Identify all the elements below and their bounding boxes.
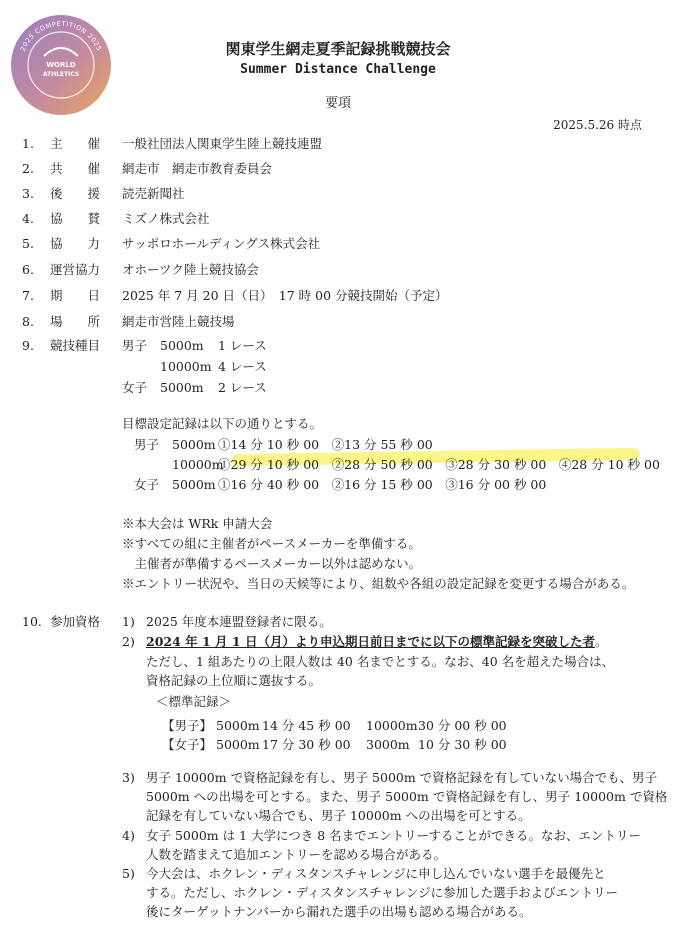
clause-text: 記録を有していない場合でも、男子 10000m への出場を可とする。 (146, 808, 531, 823)
item-num: 4. (22, 211, 34, 226)
std-time: 17 分 30 秒 00 (262, 737, 351, 752)
item-label: 期 日 (50, 288, 101, 303)
clause-text: 女子 5000m は 1 大学につき 8 名までエントリーすることができる。なお、エントリー (146, 828, 642, 843)
item-value: ミズノ株式会社 (122, 211, 210, 226)
subtitle: 要項 (324, 96, 351, 111)
item-num: 7. (22, 288, 34, 303)
clause-text: 人数を踏まえて追加エントリーを認める場合がある。 (146, 847, 447, 862)
target-event: 5000m (172, 477, 216, 492)
item-value: サッポロホールディングス株式会社 (122, 236, 321, 251)
std-event: 3000m (366, 737, 410, 752)
item-label: 共 催 (50, 161, 101, 176)
title-english: Summer Distance Challenge (240, 62, 436, 77)
item-num: 5. (22, 236, 34, 251)
target-event: 5000m (172, 437, 216, 452)
clause-num: 3) (122, 770, 135, 785)
item-num: 1. (22, 136, 34, 151)
logo-arc-text: 2025 COMPETITION 2025 (18, 19, 104, 53)
std-time: 10 分 30 秒 00 (418, 737, 507, 752)
clause-text: 後にターゲットナンバーから漏れた選手の出場も認める場合がある。 (146, 904, 532, 919)
item-value: 網走市 網走市教育委員会 (122, 161, 273, 176)
target-event: 10000m (172, 457, 224, 472)
event-name: 5000m (160, 380, 204, 395)
item-value: オホーツク陸上競技協会 (122, 262, 259, 277)
item-label: 協 賛 (50, 211, 101, 226)
note: ※エントリー状況や、当日の天候等により、組数や各組の設定記録を変更する場合がある。 (122, 576, 635, 591)
item-num: 10. (22, 614, 42, 629)
std-time: 14 分 45 秒 00 (262, 718, 351, 733)
item-num: 6. (22, 262, 34, 277)
standard-title: ＜標準記録＞ (156, 694, 232, 709)
event-gender: 男子 (122, 338, 148, 353)
clause-text: 男子 10000m で資格記録を有し、男子 5000m で資格記録を有していない場合でも、男子 (146, 770, 658, 785)
item-value: 一般社団法人関東学生陸上競技連盟 (122, 136, 323, 151)
event-count: 4 レース (218, 359, 267, 374)
title-japanese: 関東学生網走夏季記録挑戦競技会 (225, 40, 451, 58)
note: ※本大会は WRk 申請大会 (122, 516, 273, 531)
item-label: 後 援 (50, 186, 101, 201)
logo-text-world: WORLD (46, 61, 76, 69)
clause-num: 2) (122, 634, 135, 649)
item-value: 読売新聞社 (122, 186, 185, 201)
std-gender: 【男子】 (162, 718, 213, 733)
item-label: 競技種目 (50, 338, 101, 353)
clause-text: 2025 年度本連盟登録者に限る。 (146, 614, 332, 629)
issue-date: 2025.5.26 時点 (553, 118, 642, 132)
targets-intro: 目標設定記録は以下の通りとする。 (122, 416, 323, 431)
target-times: ①29 分 10 秒 00 ②28 分 50 秒 00 ③28 分 30 秒 00 ④28 分 10 秒 00 (218, 457, 660, 472)
clause-text: する。ただし、ホクレン・ディスタンスチャレンジに参加した選手およびエントリー (146, 885, 619, 900)
std-gender: 【女子】 (162, 737, 213, 752)
item-label: 協 力 (50, 236, 101, 251)
event-name: 10000m (160, 359, 212, 374)
item-num: 3. (22, 186, 34, 201)
item-num: 8. (22, 314, 34, 329)
item-label: 運営協力 (50, 262, 101, 277)
std-event: 5000m (216, 737, 260, 752)
event-name: 5000m (160, 338, 204, 353)
target-times: ①16 分 40 秒 00 ②16 分 15 秒 00 ③16 分 00 秒 00 (218, 477, 547, 492)
std-event: 5000m (216, 718, 260, 733)
item-label: 参加資格 (50, 614, 101, 629)
clause-num: 5) (122, 866, 135, 881)
clause-text (146, 634, 607, 650)
std-event: 10000m (366, 718, 418, 733)
logo-text-athletics: ATHLETICS (42, 71, 80, 78)
clause-text: ただし、1 組あたりの上限人数は 40 名までとする。なお、40 名を超えた場合は、 (146, 654, 615, 669)
standard-requirement: 2024 年 1 月 1 日（月）より申込期日前日までに以下の標準記録を突破した者 (146, 634, 595, 649)
event-count: 2 レース (218, 380, 267, 395)
item-num: 9. (22, 338, 34, 353)
clause-text: 5000m への出場を可とする。また、男子 5000m で資格記録を有し、男子 10000m で資格 (146, 789, 668, 804)
item-num: 2. (22, 161, 34, 176)
item-value: 2025 年 7 月 20 日（日） 17 時 00 分競技開始（予定） (122, 288, 448, 303)
target-times: ①14 分 10 秒 00 ②13 分 55 秒 00 (218, 437, 433, 452)
std-time: 30 分 00 秒 00 (418, 718, 507, 733)
clause-text: 今大会は、ホクレン・ディスタンスチャレンジに申し込んでいない選手を最優先と (146, 866, 606, 881)
target-gender: 女子 (134, 477, 160, 492)
item-value: 網走市営陸上競技場 (122, 314, 235, 329)
item-label: 場 所 (50, 314, 101, 329)
event-gender: 女子 (122, 380, 148, 395)
note: ※すべての組に主催者がペースメーカーを準備する。 (122, 536, 421, 551)
clause-text: 資格記録の上位順に選抜する。 (146, 673, 322, 688)
clause-num: 1) (122, 614, 135, 629)
clause-end: 。 (594, 634, 608, 649)
event-count: 1 レース (218, 338, 267, 353)
note: 主催者が準備するペースメーカー以外は認めない。 (122, 556, 422, 571)
clause-num: 4) (122, 828, 135, 843)
target-gender: 男子 (134, 437, 160, 452)
item-label: 主 催 (50, 136, 101, 151)
